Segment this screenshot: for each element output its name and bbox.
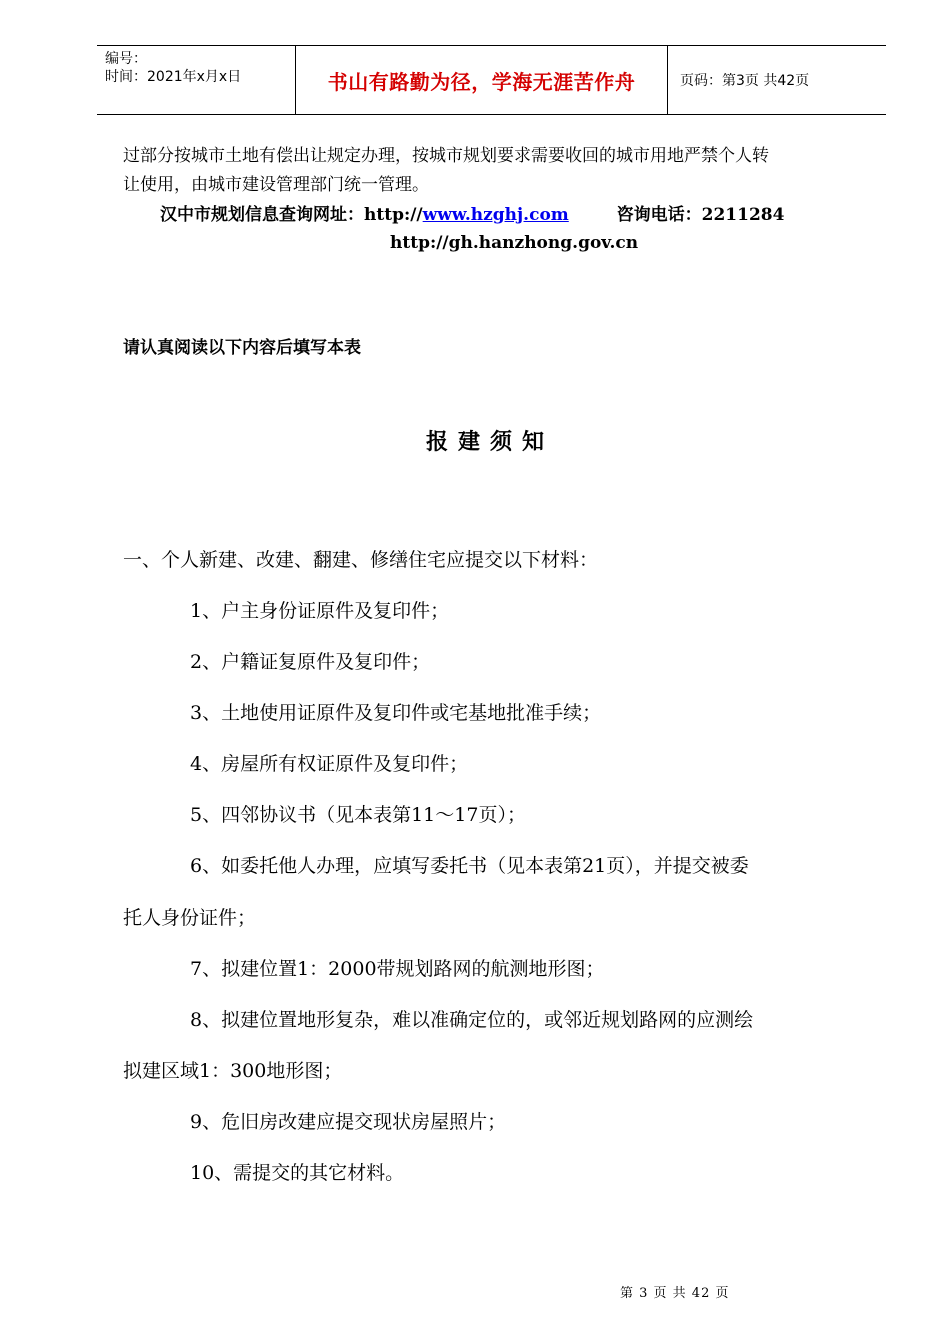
phone-number: 咨询电话：2211284	[616, 205, 785, 225]
section-heading: 一、个人新建、改建、翻建、修缮住宅应提交以下材料：	[123, 549, 599, 571]
intro-line-2: 让使用，由城市建设管理部门统一管理。	[123, 175, 429, 195]
list-item: 9、危旧房改建应提交现状房屋照片；	[190, 1111, 507, 1133]
list-item: 4、房屋所有权证原件及复印件；	[190, 753, 469, 775]
list-item: 10、需提交的其它材料。	[190, 1162, 405, 1184]
page-header	[97, 45, 886, 115]
list-item: 6、如委托他人办理，应填写委托书（见本表第21页），并提交被委	[190, 855, 749, 877]
list-item-continuation: 拟建区域1：300地形图；	[123, 1060, 343, 1082]
document-time-label: 时间：2021年x月x日	[105, 69, 242, 85]
site-label: 汉中市规划信息查询网址：http://	[160, 205, 423, 225]
page-footer: 第 3 页 共 42 页	[620, 1286, 730, 1301]
intro-line-1: 过部分按城市土地有偿出让规定办理，按城市规划要求需要收回的城市用地严禁个人转	[123, 146, 769, 166]
header-meta	[97, 46, 296, 114]
contact-line	[160, 200, 784, 225]
document-title: 报建须知	[425, 430, 554, 455]
fill-notice: 请认真阅读以下内容后填写本表	[123, 338, 361, 358]
list-item: 3、土地使用证原件及复印件或宅基地批准手续；	[190, 702, 602, 724]
header-page-info: 页码：第3页 共42页	[680, 73, 810, 89]
list-item: 2、户籍证复原件及复印件；	[190, 651, 431, 673]
list-item: 8、拟建位置地形复杂，难以准确定位的，或邻近规划路网的应测绘	[190, 1009, 754, 1031]
list-item-continuation: 托人身份证件；	[123, 907, 257, 929]
list-item: 1、户主身份证原件及复印件；	[190, 600, 450, 622]
header-motto: 书山有路勤为径，学海无涯苦作舟	[296, 46, 668, 114]
list-item: 5、四邻协议书（见本表第11～17页）；	[190, 804, 526, 826]
site-url-2: http://gh.hanzhong.gov.cn	[390, 233, 639, 253]
site-link[interactable]: www.hzghj.com	[422, 205, 569, 225]
list-item: 7、拟建位置1：2000带规划路网的航测地形图；	[190, 958, 605, 980]
document-number-label: 编号：	[105, 51, 147, 67]
